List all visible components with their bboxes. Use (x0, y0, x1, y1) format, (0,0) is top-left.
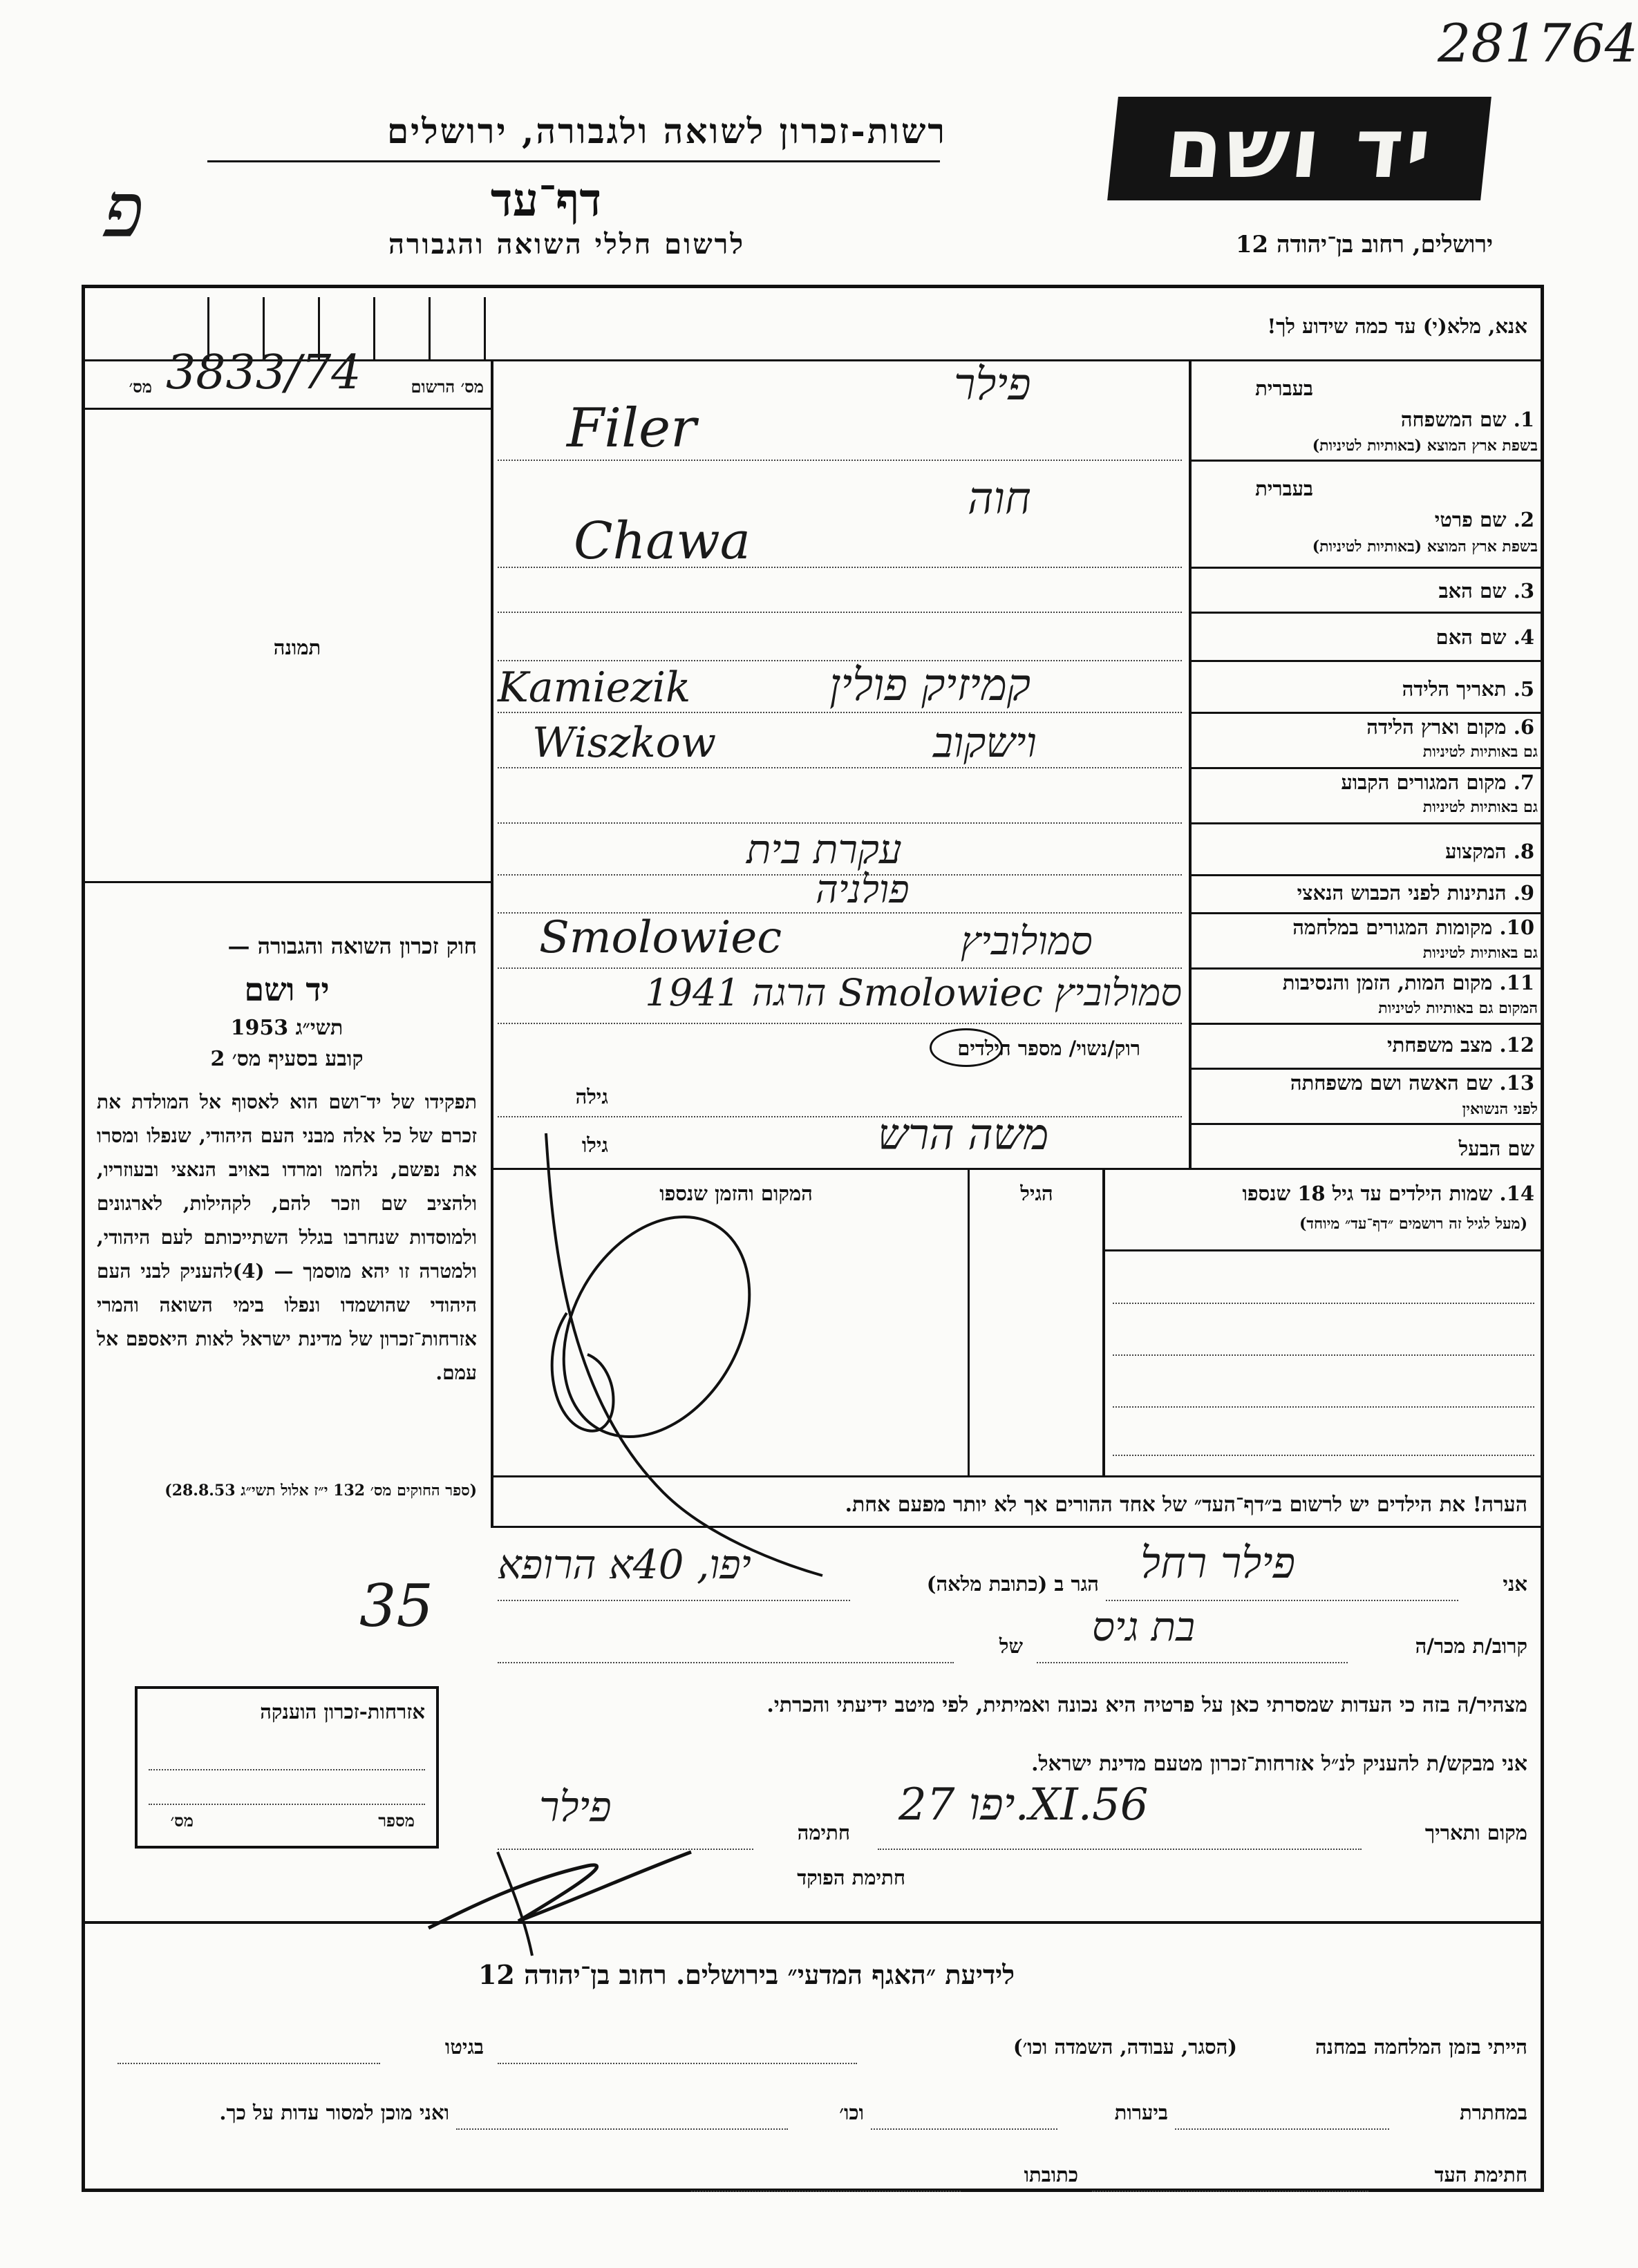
field-2-label: שם פרטי (1434, 508, 1507, 531)
yad-vashem-logo: יד ושם (1107, 97, 1491, 200)
nationality-value: פולניה (816, 867, 910, 912)
field-11-number: 11. (1499, 971, 1534, 994)
family-name-latin: Filer (567, 397, 697, 460)
place-date-value: יפו 27.XI.56 (898, 1779, 1149, 1831)
field-10-sub: גם באותיות לטיניות (1422, 944, 1538, 962)
field-7-sub: גם באותיות לטיניות (1422, 798, 1538, 816)
birth-place-hebrew: קמיזיק פולין (829, 660, 1031, 711)
field-7-number: 7. (1513, 771, 1534, 794)
citizenship-no-label: מס׳ (170, 1811, 194, 1831)
field-12-number: 12. (1499, 1033, 1534, 1057)
citizenship-title: אזרחות-זכרון הוענקה (260, 1700, 425, 1723)
field-4-label: שם האם (1435, 625, 1507, 649)
witness-address-label: כתובתו (1024, 2163, 1078, 2186)
field-4-number: 4. (1513, 625, 1534, 649)
field-12-label: מצב משפחתי (1387, 1033, 1493, 1057)
corner-mark: פ (104, 166, 144, 254)
birth-town-latin: Wiszkow (532, 719, 717, 767)
address-line: ירושלים, רחוב בן־יהודה 12 (1235, 231, 1493, 258)
field-2-number: 2. (1513, 508, 1534, 531)
field-2-hebrew-tag: בעברית (1255, 477, 1313, 500)
field-13-sub: לפני הנשואין (1462, 1100, 1538, 1118)
field-2-sub: בשפת ארץ המוצא (באותיות לטיניות) (1312, 538, 1538, 556)
first-name-hebrew: חוה (968, 473, 1031, 525)
birth-place-latin: Kamiezik (498, 663, 691, 712)
husband-name-value: משה הרש (878, 1109, 1049, 1160)
witness-signature-label: חתימת העד (1434, 2163, 1527, 2186)
handwritten-35: 35 (359, 1572, 433, 1640)
husband-age-label: גילו (581, 1133, 608, 1157)
request-text: אני מבקש/ת להעניק לנ״ל אזרחות־זכרון מטעם מדינת ישראל. (1031, 1752, 1527, 1776)
law-source: (ספר החוקים מס׳ 132 י״ז אלול תשי״ג 28.8.53) (164, 1482, 477, 1500)
relation-label: קרוב/ת מכר/ה (1415, 1634, 1527, 1658)
officer-signature-label: חתימת הפוקד (797, 1866, 905, 1889)
law-title: חוק זכרון השואה והגבורה — (227, 933, 477, 959)
field-10-number: 10. (1499, 916, 1534, 939)
husband-name-label: שם הבעל (1458, 1137, 1534, 1160)
field-13-label: שם האשה ושם משפחתה (1290, 1071, 1493, 1095)
children-note: הערה! את הילדים יש לרשום ב״דף־העד״ של אחד ההורים אך לא יותר מפעם אחת. (845, 1493, 1527, 1517)
relation-of-label: של (999, 1634, 1023, 1658)
field-5-number: 5. (1513, 677, 1534, 701)
wartime-residence-latin: Smolowiec (539, 912, 782, 963)
document-number: 281764 (1438, 12, 1638, 74)
wife-age-label: גילה (575, 1085, 608, 1108)
field-10-label: מקומות המגורים במלחמה (1292, 916, 1493, 939)
bottom-camp-label: הייתי בזמן המלחמה במחנה (1315, 2035, 1527, 2059)
field-13-number: 13. (1499, 1071, 1534, 1095)
declarant-i-label: אני (1503, 1572, 1527, 1596)
profession-value: עקרת בית (746, 826, 902, 873)
law-section: קובע בסעיף מס׳ 2 (210, 1047, 364, 1071)
children-sub: (מעל לגיל זה רושמים ״דף־עד״ מיוחד) (1299, 1215, 1527, 1233)
page-subtitle: לרשום חללי השואה והגבורה (388, 228, 746, 261)
children-number: 14. (1499, 1182, 1534, 1205)
birth-town-hebrew: וישקוב (933, 719, 1037, 767)
married-circle-mark (930, 1028, 1003, 1067)
field-3-number: 3. (1513, 579, 1534, 603)
officer-signature-scribble (415, 1824, 705, 1963)
citizenship-number-label: מספר (378, 1811, 415, 1831)
field-1-number: 1. (1513, 408, 1534, 431)
field-8-label: המקצוע (1445, 840, 1507, 863)
field-1-label: שם המשפחה (1400, 408, 1507, 431)
field-6-sub: גם באותיות לטיניות (1422, 743, 1538, 761)
relation-value: בת גיס (1092, 1603, 1196, 1650)
bottom-underground-label: במחתרת (1460, 2101, 1527, 2124)
field-7-label: מקום המגורים הקבוע (1341, 771, 1507, 794)
declarant-address-label: הגר ב (כתובת מלאה) (926, 1572, 1099, 1596)
registration-no-suffix: מס׳ (129, 377, 152, 397)
authority-name: רשות-זכרון לשואה ולגבורה, ירושלים (386, 111, 947, 151)
law-body: תפקידו של יד־ושם הוא לאסוף אל המולדת את זכרם של כל אלה מבני העם היהודי, שנפלו ומסרו את נפשם, נלחמו ומרדו באויב הנאצי ובעוזריו, ולהציב שם וזכר להם, לקהילות, לארגונים ולמוסדות שנחרבו בגלל השתייכותם לעם היהודי, ולמטרה זו יהא מוסמך — (4)להעניק לבני העם היהודי שהושמדו ונפלו בימי השואה והמרי אזרחות־זכרון של מדינת ישראל לאות היאספם אל עמם. (97, 1090, 477, 1384)
death-place-value: סמולוביץ Smolowiec הרגה 1941 (645, 971, 1182, 1014)
declarant-address: יפו, 40א הרופא (498, 1541, 751, 1588)
field-11-label: מקום המות, הזמן והנסיבות (1282, 971, 1493, 994)
field-6-label: מקום וארץ הלידה (1366, 715, 1507, 739)
field-1-sub: בשפת ארץ המוצא (באותיות לטיניות) (1312, 437, 1538, 455)
field-11-sub: המקום גם באותיות לטיניות (1378, 999, 1538, 1017)
law-year: תשי״ג 1953 (230, 1016, 343, 1040)
declarant-name: פילר רחל (1140, 1538, 1296, 1588)
declaration-text: מצהיר/ה בזה כי העדות שמסרתי כאן על פרטיה היא נכונה ואמיתית, לפי מיטב ידיעתי והכרתי. (766, 1693, 1527, 1717)
first-name-latin: Chawa (574, 511, 751, 571)
registration-number: 3833/74 (166, 346, 361, 400)
bottom-willing-text: ואני מוכן למסור עדות על כך. (219, 2101, 449, 2124)
field-9-label: הנתינות לפני הכבוש הנאצי (1297, 881, 1507, 905)
handwritten-loop-marks (525, 1106, 1009, 1589)
field-3-label: שם האב (1438, 579, 1507, 603)
children-label: שמות הילדים עד גיל 18 שנספו (1242, 1182, 1493, 1205)
wartime-residence-hebrew: סמולוביץ (961, 919, 1093, 964)
form-intro: אנא, מלא(י) עד כמה שידוע לך! (1267, 314, 1527, 338)
bottom-ghetto-label: בגיטו (444, 2035, 484, 2059)
bottom-etc-label: וכו׳ (839, 2101, 864, 2124)
bottom-forests-label: ביערות (1114, 2101, 1168, 2124)
page-title: דף־עד (490, 173, 602, 227)
family-name-hebrew: פילר (954, 359, 1031, 410)
registration-label: מס׳ הרשום (411, 377, 484, 397)
law-name: יד ושם (244, 971, 330, 1008)
declarant-signature: פילר (539, 1783, 612, 1831)
signature-label: חתימה (797, 1821, 850, 1844)
bottom-title: לידיעת ״האגף המדעי״ בירושלים. רחוב בן־יהודה 12 (478, 1959, 1015, 1990)
field-8-number: 8. (1513, 840, 1534, 863)
place-date-label: מקום ותאריך (1424, 1821, 1527, 1844)
marital-status-options: רוק/נשוי/ מספר הילדים (957, 1037, 1140, 1060)
bottom-camp-types: (הסגר, עבודה, השמדה וכו׳) (1013, 2035, 1237, 2059)
children-place-column: המקום והזמן שנספו (659, 1182, 813, 1205)
children-age-column: הגיל (1020, 1182, 1053, 1205)
field-9-number: 9. (1513, 881, 1534, 905)
field-1-hebrew-tag: בעברית (1255, 377, 1313, 400)
field-5-label: תאריך הלידה (1402, 677, 1507, 701)
field-6-number: 6. (1513, 715, 1534, 739)
photo-label: תמונה (273, 636, 321, 659)
